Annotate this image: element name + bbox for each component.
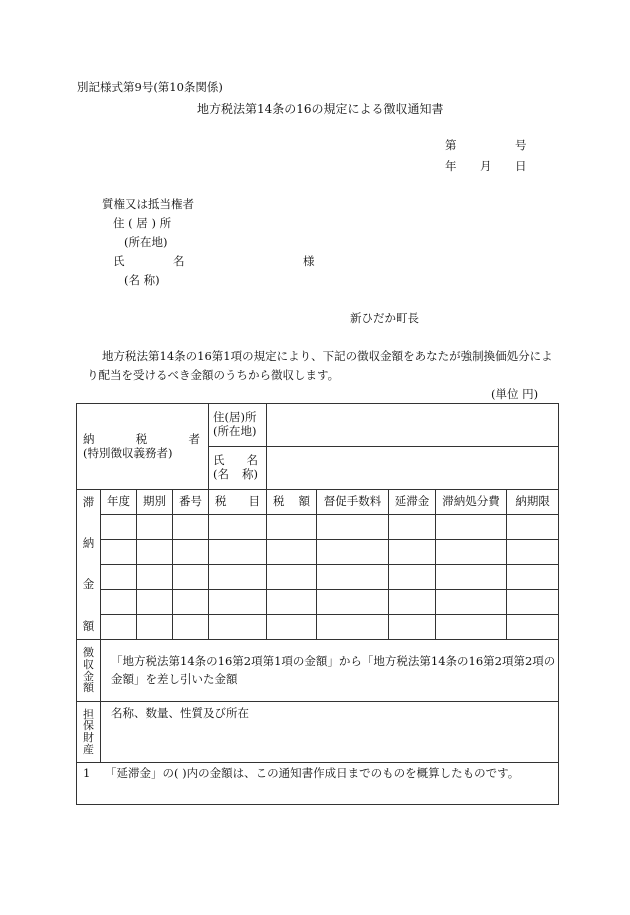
collateral-char: 保 <box>83 719 94 733</box>
cell[interactable] <box>389 515 436 540</box>
date-day: 日 <box>515 159 527 173</box>
address-label-cell <box>209 404 267 447</box>
collection-char: 金 <box>83 669 94 683</box>
address-label-1: 住(居)所 <box>213 410 257 425</box>
cell[interactable] <box>209 515 267 540</box>
unit-note: (単位 円) <box>491 387 539 401</box>
col-header-tax-amount-2: 額 <box>298 494 311 509</box>
issuer: 新ひだか町長 <box>350 311 419 325</box>
col-header-late-fee: 延滞金 <box>389 490 436 515</box>
recipient-name-label-2: 名 <box>173 254 185 268</box>
cell[interactable] <box>317 515 389 540</box>
cell[interactable] <box>173 540 209 565</box>
collateral-char: 担 <box>83 707 94 721</box>
table-row <box>77 515 559 540</box>
cell[interactable] <box>389 540 436 565</box>
recipient-address-label: 住 ( 居 ) 所 <box>113 216 172 230</box>
taxpayer-char: 者 <box>188 431 201 446</box>
cell[interactable] <box>389 590 436 615</box>
delinquent-label-cell <box>77 490 101 640</box>
name-label-4: 称) <box>242 467 259 481</box>
cell[interactable] <box>507 615 559 640</box>
collection-label-cell <box>77 640 101 702</box>
cell[interactable] <box>209 615 267 640</box>
cell[interactable] <box>137 590 173 615</box>
collection-text-line1: 「地方税法第14条の16第2項第1項の金額」から「地方税法第14条の16第2項第2項の <box>111 653 556 668</box>
collection-text-line2: 金額」を差し引いた金額 <box>111 671 238 686</box>
cell[interactable] <box>317 565 389 590</box>
cell[interactable] <box>436 615 507 640</box>
delinquent-char: 額 <box>82 618 95 633</box>
cell[interactable] <box>389 615 436 640</box>
cell[interactable] <box>209 565 267 590</box>
cell[interactable] <box>101 590 137 615</box>
cell[interactable] <box>507 540 559 565</box>
cell[interactable] <box>209 540 267 565</box>
table-row <box>77 540 559 565</box>
cell[interactable] <box>267 590 317 615</box>
cell[interactable] <box>389 565 436 590</box>
collateral-text: 名称、数量、性質及び所在 <box>111 706 249 720</box>
table-row <box>77 565 559 590</box>
delinquent-char: 滞 <box>82 494 95 509</box>
number-go: 号 <box>515 138 527 152</box>
recipient-name-label-1: 氏 <box>113 254 125 268</box>
address-value-cell[interactable] <box>267 404 559 447</box>
collateral-char: 産 <box>83 742 94 756</box>
note-cell <box>77 763 559 805</box>
body-text-line2: り配当を受けるべき金額のうちから徴収します。 <box>87 368 340 382</box>
cell[interactable] <box>317 540 389 565</box>
cell[interactable] <box>209 590 267 615</box>
taxpayer-char: 納 <box>83 431 95 446</box>
collection-char: 額 <box>83 681 94 695</box>
cell[interactable] <box>173 615 209 640</box>
cell[interactable] <box>267 615 317 640</box>
cell[interactable] <box>267 515 317 540</box>
note-text: 「延滞金」の( )内の金額は、この通知書作成日までのものを概算したものです。 <box>105 766 520 780</box>
delinquent-char: 金 <box>82 577 95 592</box>
note-number: 1 <box>83 766 91 780</box>
cell[interactable] <box>137 515 173 540</box>
cell[interactable] <box>317 590 389 615</box>
name-value-cell[interactable] <box>267 447 559 490</box>
document-title: 地方税法第14条の16の規定による徴収通知書 <box>197 102 444 116</box>
recipient-location-label: (所在地) <box>124 235 168 249</box>
notice-table <box>76 403 559 805</box>
cell[interactable] <box>507 515 559 540</box>
col-header-due-date: 納期限 <box>507 490 559 515</box>
col-header-tax-amount <box>267 490 317 515</box>
collateral-label-cell <box>77 702 101 763</box>
col-header-disposal-cost: 滞納処分費 <box>436 490 507 515</box>
table-row <box>77 615 559 640</box>
cell[interactable] <box>436 590 507 615</box>
cell[interactable] <box>101 515 137 540</box>
number-dai: 第 <box>445 138 457 152</box>
cell[interactable] <box>317 615 389 640</box>
cell[interactable] <box>173 565 209 590</box>
cell[interactable] <box>137 540 173 565</box>
cell[interactable] <box>436 515 507 540</box>
collateral-char: 財 <box>83 731 94 744</box>
cell[interactable] <box>101 565 137 590</box>
col-header-tax-amount-1: 税 <box>273 494 285 509</box>
taxpayer-sub: (特別徴収義務者) <box>83 445 173 460</box>
date-year: 年 <box>445 159 457 173</box>
cell[interactable] <box>267 540 317 565</box>
col-header-tax-item <box>209 490 267 515</box>
cell[interactable] <box>507 590 559 615</box>
taxpayer-label-cell <box>77 404 209 490</box>
body-text-line1: 地方税法第14条の16第1項の規定により、下記の徴収金額をあなたが強制換価処分によ <box>102 349 553 363</box>
delinquent-char: 納 <box>82 535 95 550</box>
cell[interactable] <box>267 565 317 590</box>
cell[interactable] <box>137 615 173 640</box>
form-id: 別記様式第9号(第10条関係) <box>77 80 223 94</box>
collection-char: 徴 <box>83 646 94 660</box>
name-label-3: (名 <box>213 467 230 481</box>
col-header-period: 期別 <box>137 490 173 515</box>
name-label-2: 名 <box>246 453 259 468</box>
col-header-year: 年度 <box>101 490 137 515</box>
collateral-text-cell <box>101 702 559 763</box>
cell[interactable] <box>173 515 209 540</box>
col-header-number: 番号 <box>173 490 209 515</box>
col-header-tax-item-1: 税 <box>215 494 227 509</box>
taxpayer-char: 税 <box>135 431 148 446</box>
col-header-tax-item-2: 目 <box>248 494 261 509</box>
recipient-name-sub-label: (名 称) <box>124 273 160 287</box>
table-row <box>77 590 559 615</box>
cell[interactable] <box>436 540 507 565</box>
cell[interactable] <box>507 565 559 590</box>
address-label-2: (所在地) <box>213 424 257 438</box>
recipient-honorific: 様 <box>303 254 315 268</box>
date-month: 月 <box>480 159 492 173</box>
col-header-reminder-fee: 督促手数料 <box>317 490 389 515</box>
cell[interactable] <box>436 565 507 590</box>
name-label-cell <box>209 447 267 490</box>
recipient-heading: 質権又は抵当権者 <box>102 197 194 211</box>
collection-text-cell <box>101 640 559 702</box>
name-label-1: 氏 <box>213 453 225 468</box>
collection-char: 収 <box>83 657 94 671</box>
cell[interactable] <box>173 590 209 615</box>
cell[interactable] <box>101 615 137 640</box>
cell[interactable] <box>137 565 173 590</box>
cell[interactable] <box>101 540 137 565</box>
